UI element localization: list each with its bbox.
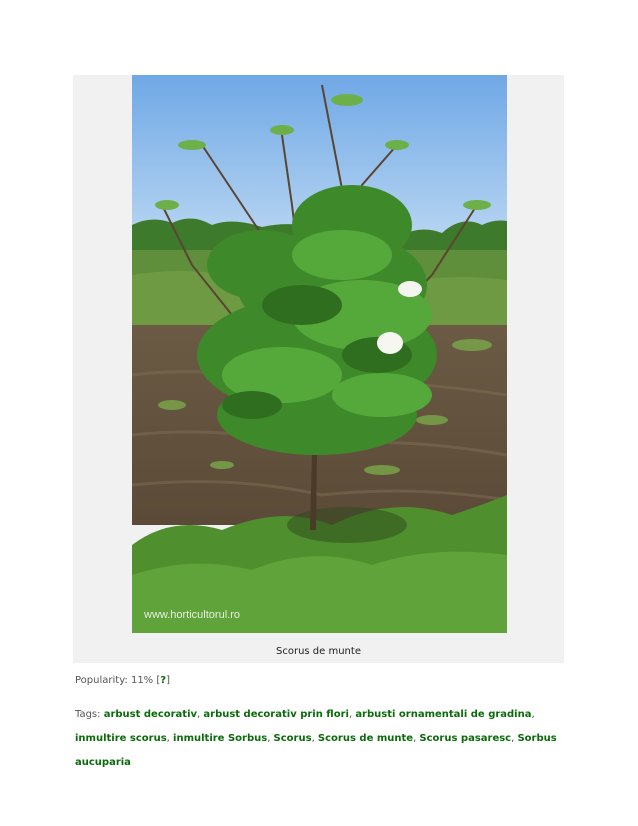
tag-link[interactable]: inmultire Sorbus: [173, 733, 268, 744]
tag-link[interactable]: arbust decorativ: [103, 709, 198, 720]
popularity-value: 11%: [130, 675, 154, 686]
tag-link[interactable]: Scorus pasaresc: [419, 733, 512, 744]
tag-link[interactable]: arbust decorativ prin flori: [203, 709, 349, 720]
tag-link[interactable]: Scorus de munte: [317, 733, 414, 744]
tree-photo-illustration: [132, 75, 507, 633]
tag-link[interactable]: arbusti ornamentali de gradina: [355, 709, 532, 720]
image-caption: Scorus de munte: [276, 646, 361, 657]
popularity-help-link[interactable]: ?: [160, 675, 167, 686]
tags-section: Tags: arbust decorativ, arbust decorativ prin flori, arbusti ornamentali de gradina, inmultire scorus, inmultire Sorbus, Scorus, Scorus de munte, Scorus pasaresc, Sorbus aucuparia: [75, 709, 557, 768]
tags-label: Tags:: [75, 709, 101, 720]
tag-link[interactable]: Sorbus aucuparia: [75, 733, 557, 768]
image-figure: [73, 75, 564, 663]
popularity-help-close: ]: [166, 675, 170, 686]
popularity-label: Popularity:: [75, 675, 128, 686]
popularity-help-open: [: [156, 675, 161, 686]
tag-link[interactable]: inmultire scorus: [75, 733, 167, 744]
popularity-line: [75, 675, 170, 686]
tree-photo[interactable]: [132, 75, 507, 633]
photo-watermark: www.horticultorul.ro: [144, 609, 240, 621]
tag-link[interactable]: Scorus: [273, 733, 312, 744]
